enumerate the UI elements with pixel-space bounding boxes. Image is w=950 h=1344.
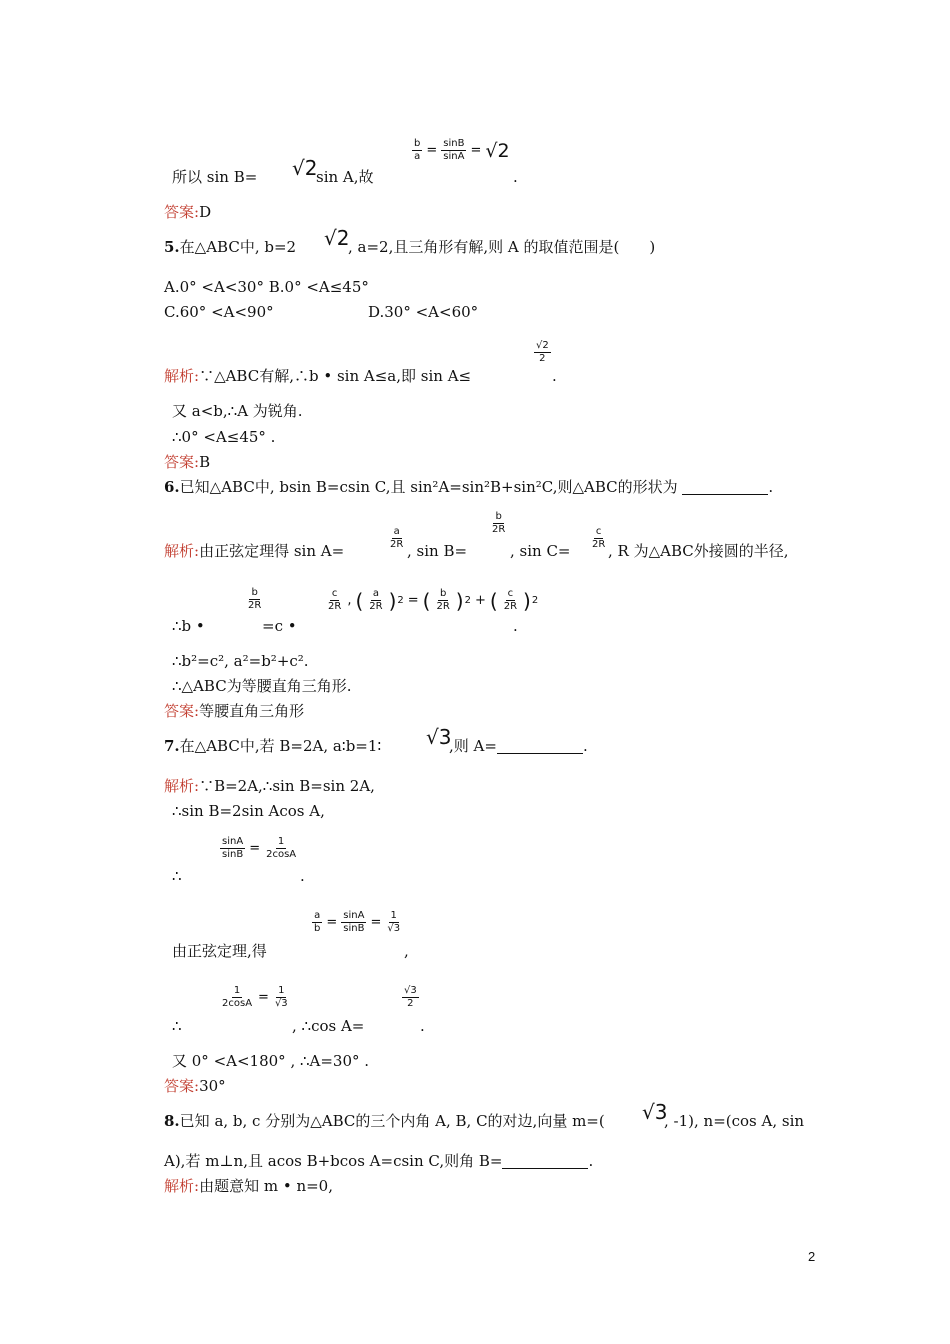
sqrt3-symbol: √3 [642, 1100, 668, 1124]
option-c: C.60° <A<90° [164, 303, 274, 321]
q5-analysis-1: 解析:∵△ABC有解,∴b • sin A≤a,即 sin A≤ [164, 367, 472, 385]
q6-analysis-sinC: , sin C= [510, 542, 571, 560]
q6-line-c: =c • [262, 617, 297, 635]
period: . [300, 867, 305, 885]
q7-analysis-2: ∴sin B=2sin Acos A, [172, 802, 325, 820]
answer-blank [497, 737, 583, 754]
question-8: 8.已知 a, b, c 分别为△ABC的三个内角 A, B, C的对边,向量 m=( [164, 1112, 605, 1130]
answer-6: 答案:等腰直角三角形 [164, 702, 305, 720]
period: . [513, 168, 518, 186]
answer-4: 答案:D [164, 203, 212, 221]
line-suoyi: 所以 sin B= [172, 168, 258, 186]
question-8-line2: A),若 m⊥n,且 acos B+bcos A=csin C,则角 B= . [164, 1152, 594, 1170]
answer-7: 答案:30° [164, 1077, 226, 1095]
option-a-b: A.0° <A<30° B.0° <A≤45° [164, 278, 369, 296]
question-7: 7.在△ABC中,若 B=2A, a∶b=1∶ [164, 737, 382, 755]
q6-analysis-sinB: , sin B= [407, 542, 468, 560]
fraction-b-2R: $\frac{b}{2R}$ [492, 511, 506, 535]
equation-pythagoras: $\frac{c}{2R}$ , ( $\frac{a}{2R}$ ) 2 = ( $\frac{b}{2R}$ ) 2 + ( $\frac{c}{2R}$ ) 2 [328, 588, 539, 613]
q6-analysis-R: , R 为△ABC外接圆的半径, [608, 542, 789, 560]
answer-5: 答案:B [164, 453, 211, 471]
fraction-a-2R: $\frac{a}{2R}$ [390, 526, 404, 550]
equation-a-over-b: $\frac{a}{b}$ = $\frac{\sin A}{\sin B}$ = $\frac{1}{√3}$ [314, 910, 401, 934]
q7-sine-law: 由正弦定理,得 [172, 942, 267, 960]
page-number: 2 [808, 1249, 816, 1264]
fraction-b-2R: $\frac{b}{2R}$ [248, 587, 262, 611]
fraction-sqrt2-over-2: $\frac{√2}{2}$ [536, 340, 549, 364]
fraction-sqrt3-over-2: $\frac{√3}{2}$ [404, 985, 417, 1009]
line-suoyi-cont: sin A,故 [316, 168, 374, 186]
fraction-sinB-sinA: $\frac{\sin B}{\sin A}$ [443, 138, 465, 162]
q6-line-b: ∴b • [172, 617, 205, 635]
therefore-symbol: ∴ [172, 867, 182, 885]
q6-line-4: ∴△ABC为等腰直角三角形. [172, 677, 352, 695]
q5-analysis-2: 又 a<b,∴A 为锐角. [172, 402, 303, 420]
period: . [552, 367, 557, 385]
q5-analysis-3: ∴0° <A≤45° . [172, 428, 276, 446]
equation-2cosA: $\frac{1}{2\cos A}$ = $\frac{1}{√3}$ [222, 985, 288, 1009]
period: . [420, 1017, 425, 1035]
question-5: 5.在△ABC中, b=2 [164, 238, 297, 256]
fraction-b-a: $\frac{b}{a}$ [414, 138, 421, 162]
sqrt3-symbol: √3 [426, 725, 452, 749]
question-5-cont: , a=2,且三角形有解,则 A 的取值范围是( ) [348, 238, 656, 256]
option-d: D.30° <A<60° [368, 303, 479, 321]
question-6: 6.已知△ABC中, bsin B=csin C,且 sin²A=sin²B+sin²C,则△ABC的形状为 . [164, 478, 774, 496]
q7-cos: , ∴cos A= [292, 1017, 365, 1035]
comma: , [404, 942, 409, 960]
question-8-cont: , -1), n=(cos A, sin [664, 1112, 805, 1130]
sqrt2-symbol: √2 [324, 226, 350, 250]
question-7-cont: ,则 A= . [449, 737, 588, 755]
q6-line-3: ∴b²=c², a²=b²+c². [172, 652, 309, 670]
equation-sinA-sinB: $\frac{\sin A}{\sin B}$ = $\frac{1}{2\cos A}$ [222, 836, 297, 860]
sqrt2-symbol: √2 [292, 156, 318, 180]
q7-analysis-1: 解析:∵B=2A,∴sin B=sin 2A, [164, 777, 375, 795]
answer-blank [682, 478, 768, 495]
answer-blank [502, 1152, 588, 1169]
fraction-c-2R: $\frac{c}{2R}$ [592, 526, 606, 550]
equation-b-over-a: $\frac{b}{a}$ = $\frac{\sin B}{\sin A}$ = √2 [414, 138, 510, 162]
period: . [513, 617, 518, 635]
therefore-symbol: ∴ [172, 1017, 182, 1035]
q8-analysis: 解析:由题意知 m • n=0, [164, 1177, 333, 1195]
q7-last: 又 0° <A<180° , ∴A=30° . [172, 1052, 370, 1070]
q6-analysis-1: 解析:由正弦定理得 sin A= [164, 542, 345, 560]
